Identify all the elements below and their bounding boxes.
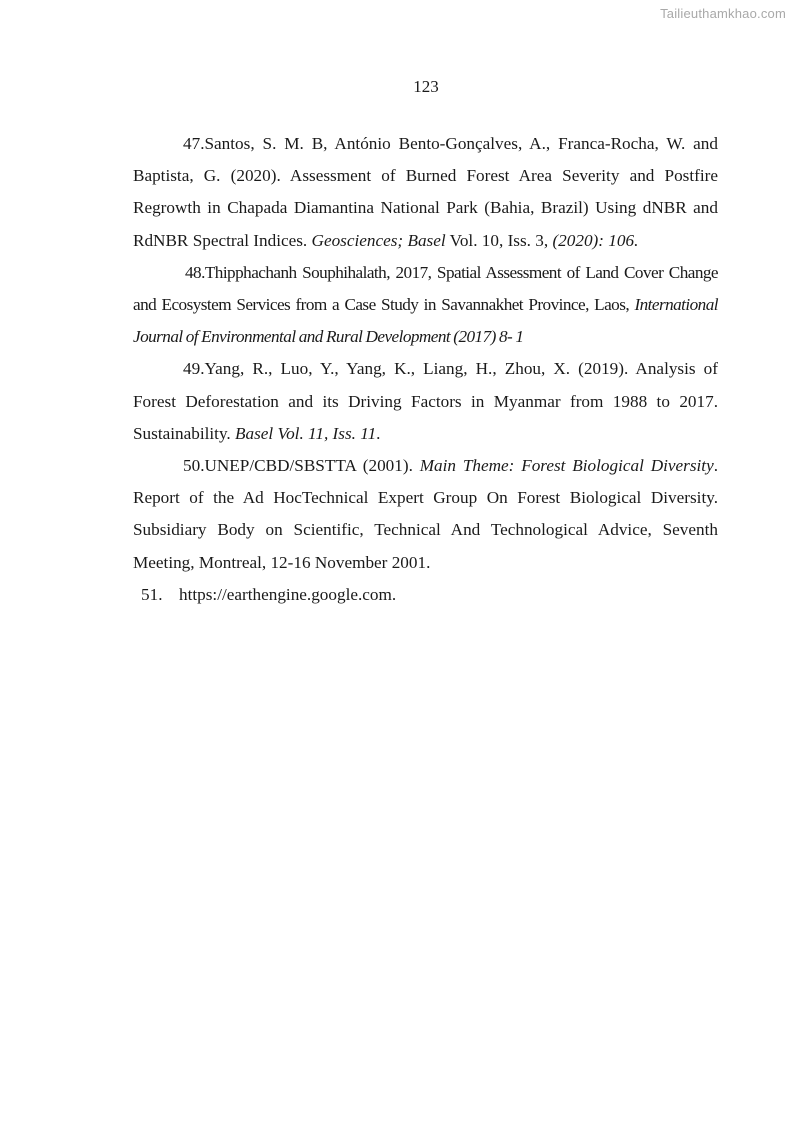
- reference-number: 50.: [183, 456, 205, 476]
- reference-list: [133, 128, 718, 611]
- reference-number: 49.: [183, 359, 205, 379]
- reference-details: . Report of the Ad HocTechnical Expert Group On Forest Biological Diversity. Subsidiary Body on Scientific, Technical And Technological Advice, Seventh Meeting, Montreal, 12-16 November 2001.: [133, 456, 718, 572]
- reference-text: UNEP/CBD/SBSTTA (2001).: [204, 456, 420, 476]
- reference-number: 51.: [141, 584, 163, 604]
- reference-journal: Geosciences; Basel: [311, 230, 446, 250]
- page-number: 123: [413, 77, 439, 96]
- reference-number: 47.: [183, 134, 205, 153]
- reference-journal: Basel Vol. 11, Iss. 11: [235, 423, 377, 443]
- reference-item-49: [133, 353, 718, 450]
- reference-item-51: [133, 579, 718, 611]
- reference-item-50: [133, 450, 718, 579]
- watermark: Tailieuthamkhao.com: [660, 6, 786, 21]
- reference-number: 48.: [185, 262, 205, 282]
- reference-text: Santos, S. M. B, António Bento-Gonçalves, A., Franca-Rocha, W. and Baptista, G. (2020). Assessment of Burned Forest Area Severity and Postfire Regrowth in Chapada Diamantina National Park (Bahia, Brazil) Using dNBR and RdNBR Spectral Indices.: [133, 134, 718, 250]
- reference-punctuation: .: [376, 423, 381, 443]
- reference-title: Main Theme: Forest Biological Diversity: [419, 456, 714, 476]
- reference-year-pages: (2020): 106.: [552, 230, 639, 250]
- reference-volume: Vol. 10, Iss. 3,: [445, 230, 553, 250]
- reference-item-47: [133, 128, 718, 257]
- reference-link: https://earthengine.google.com.: [179, 584, 397, 604]
- reference-text: Yang, R., Luo, Y., Yang, K., Liang, H., Zhou, X. (2019). Analysis of Forest Deforestation and its Driving Factors in Myanmar from 1988 to 2017. Sustainability.: [133, 359, 718, 443]
- reference-item-48: [133, 257, 718, 354]
- reference-journal: International Journal of Environmental and Rural Development (2017) 8- 1: [133, 295, 718, 347]
- reference-text: Thipphachanh Souphihalath, 2017, Spatial Assessment of Land Cover Change and Ecosystem Services from a Case Study in Savannakhet Province, Laos,: [133, 262, 718, 315]
